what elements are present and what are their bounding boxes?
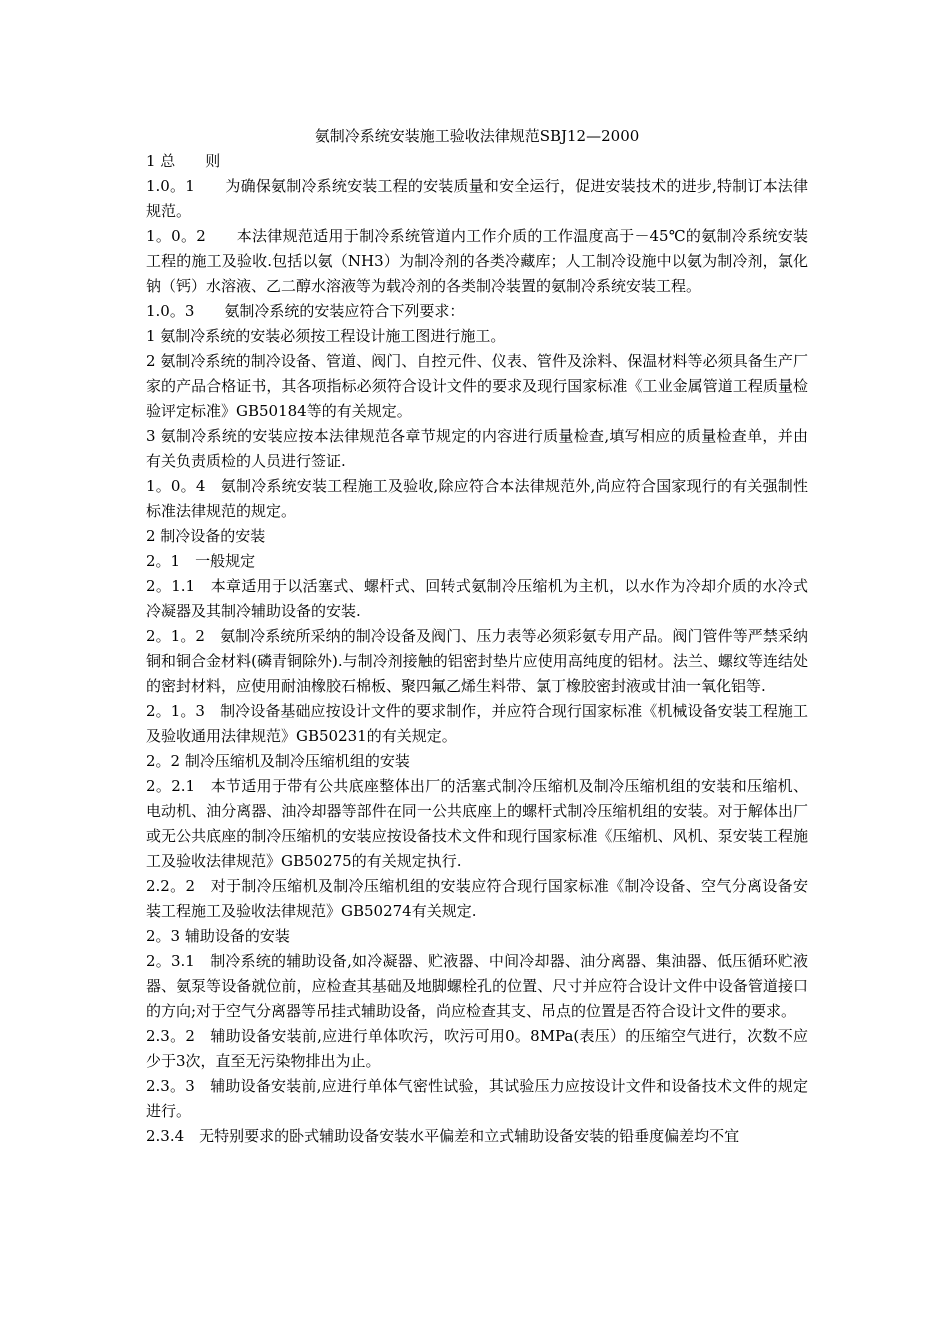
paragraph-2-2-2: 2.2。2 对于制冷压缩机及制冷压缩机组的安装应符合现行国家标准《制冷设备、空气分离设备安装工程施工及验收法律规范》GB50274有关规定. [146,877,808,920]
paragraph-1-0-3: 1.0。3 氨制冷系统的安装应符合下列要求： [146,302,465,320]
paragraph-2-3-2: 2.3。2 辅助设备安装前,应进行单体吹污，吹污可用0。8MPa(表压）的压缩空气进行，次数不应少于3次，直至无污染物排出为止。 [146,1027,808,1070]
paragraph-1-0-3-item-1: 1 氨制冷系统的安装必须按工程设计施工图进行施工。 [146,327,506,345]
paragraph-1-0-3-item-3: 3 氨制冷系统的安装应按本法律规范各章节规定的内容进行质量检查,填写相应的质量检查单，并由有关负责质检的人员进行签证. [146,427,808,470]
paragraph-1-0-1: 1.0。1 为确保氨制冷系统安装工程的安装质量和安全运行，促进安装技术的进步,特制订本法律规范。 [146,177,808,220]
paragraph-2-1-2: 2。1。2 氨制冷系统所采纳的制冷设备及阀门、压力表等必须彩氨专用产品。阀门管件等严禁采纳铜和铜合金材料(磷青铜除外).与制冷剂接触的铝密封垫片应使用高纯度的铝材。法兰、螺纹等连结处的密封材料，应使用耐油橡胶石棉板、聚四氟乙烯生料带、氯丁橡胶密封液或甘油一氧化铝等. [146,627,808,695]
paragraph-section-2-3: 2。3 辅助设备的安装 [146,927,290,945]
paragraph-1-0-3-item-2: 2 氨制冷系统的制冷设备、管道、阀门、自控元件、仪表、管件及涂料、保温材料等必须具备生产厂家的产品合格证书，其各项指标必须符合设计文件的要求及现行国家标准《工业金属管道工程质量检验评定标准》GB50184等的有关规定。 [146,352,808,420]
paragraph-2-1-1: 2。1.1 本章适用于以活塞式、螺杆式、回转式氨制冷压缩机为主机，以水作为冷却介质的水冷式冷凝器及其制冷辅助设备的安装. [146,577,808,620]
page-title: 氨制冷系统安装施工验收法律规范SBJ12—2000 [314,127,640,145]
paragraph-2-1-3: 2。1。3 制冷设备基础应按设计文件的要求制作，并应符合现行国家标准《机械设备安装工程施工及验收通用法律规范》GB50231的有关规定。 [146,702,808,745]
paragraph-2-3-4: 2.3.4 无特别要求的卧式辅助设备安装水平偏差和立式辅助设备安装的铅垂度偏差均不宜 [146,1127,740,1145]
paragraph-section-2-2: 2。2 制冷压缩机及制冷压缩机组的安装 [146,752,410,770]
paragraph-2-3-1: 2。3.1 制冷系统的辅助设备,如冷凝器、贮液器、中间冷却器、油分离器、集油器、低压循环贮液器、氨泵等设备就位前，应检查其基础及地脚螺栓孔的位置、尺寸并应符合设计文件中设备管道接口的方向;对于空气分离器等吊挂式辅助设备，尚应检查其支、吊点的位置是否符合设计文件的要求。 [146,952,808,1020]
paragraph-chapter-1: 1 总 则 [146,152,221,170]
document-body [146,124,808,1149]
paragraph-1-0-2: 1。0。2 本法律规范适用于制冷系统管道内工作介质的工作温度高于－45℃的氨制冷系统安装工程的施工及验收.包括以氨（NH3）为制冷剂的各类冷藏库；人工制冷设施中以氨为制冷剂，氯化钠（钙）水溶液、乙二醇水溶液等为载冷剂的各类制冷装置的氨制冷系统安装工程。 [146,227,808,295]
paragraph-section-2-1: 2。1 一般规定 [146,552,256,570]
paragraph-2-3-3: 2.3。3 辅助设备安装前,应进行单体气密性试验，其试验压力应按设计文件和设备技术文件的规定进行。 [146,1077,808,1120]
paragraph-2-2-1: 2。2.1 本节适用于带有公共底座整体出厂的活塞式制冷压缩机及制冷压缩机组的安装和压缩机、电动机、油分离器、油冷却器等部件在同一公共底座上的螺杆式制冷压缩机组的安装。对于解体出厂或无公共底座的制冷压缩机的安装应按设备技术文件和现行国家标准《压缩机、风机、泵安装工程施工及验收法律规范》GB50275的有关规定执行. [146,777,808,870]
paragraph-chapter-2: 2 制冷设备的安装 [146,527,266,545]
paragraph-1-0-4: 1。0。4 氨制冷系统安装工程施工及验收,除应符合本法律规范外,尚应符合国家现行的有关强制性标准法律规范的规定。 [146,477,808,520]
